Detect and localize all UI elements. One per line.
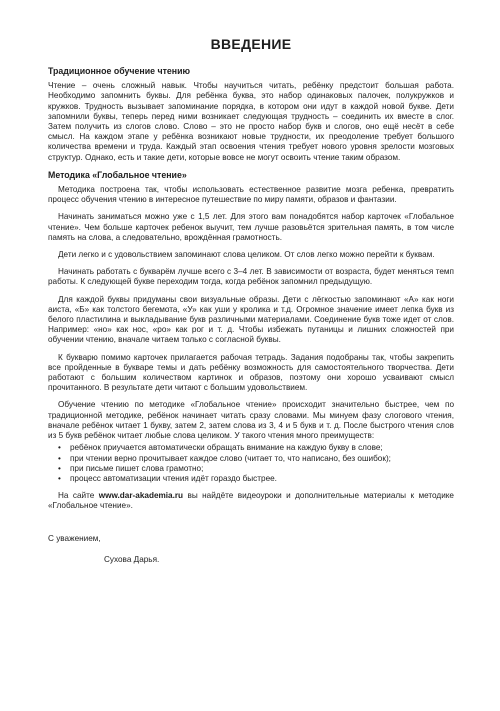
signature-block bbox=[48, 534, 454, 565]
paragraph: Для каждой буквы придуманы свои визуальные образы. Дети с лёгкостью запоминают «А» как ноги аиста, «Б» как толстого бегемота, «У» как уши у кролика и т.д. Огромное значение имеет лепка букв из белого пластилина и выкладывание букв различными материалами. Соединение букв тоже идет от слов. Например: «но» как нос, «ро» как рог и т. д. Чтобы избежать путаницы и лишних сложностей при обучении чтению, вначале читаем только с согласной буквы. bbox=[48, 294, 454, 345]
advantages-list bbox=[48, 443, 454, 484]
list-item: • при чтении верно прочитывает каждое слово (читает то, что написано, без ошибок); bbox=[58, 454, 454, 464]
paragraph-traditional: Чтение – очень сложный навык. Чтобы научиться читать, ребёнку предстоит большая работа. Необходимо запомнить буквы. Для ребёнка буква, это набор одинаковых палочек, полукружков и кружков. Трудность вызывает запоминание порядка, в котором они идут в каждой новой букве. Дети запомнили буквы, теперь перед ними возникает следующая трудность – соединить их вместе в слог. Затем получить из слогов слово. Слово – это не просто набор букв и слогов, оно ещё несёт в себе смысл. На каждом этапе у ребёнка возникают новые трудности, их преодоление требует большого количества времени и труда. Каждый этап освоения чтения требует нового уровня зрелости мозговых структур. Однако, есть и такие дети, которые вовсе не могут освоить чтение таким образом. bbox=[48, 81, 454, 162]
signature-name: Сухова Дарья. bbox=[104, 554, 160, 564]
paragraph: Дети легко и с удовольствием запоминают слова целиком. От слов легко можно перейти к буквам. bbox=[58, 250, 435, 260]
page-title: ВВЕДЕНИЕ bbox=[210, 36, 292, 52]
paragraph: Начинать заниматься можно уже с 1,5 лет. Для этого вам понадобятся набор карточек «Глобальное чтение». Чем больше карточек ребенок выучит, тем лучше разовьётся зрительная память, в том числе память на слова, а следовательно, врождённая грамотность. bbox=[48, 212, 454, 242]
website-text-pre: На сайте bbox=[58, 491, 99, 501]
paragraph: К букварю помимо карточек прилагается рабочая тетрадь. Задания подобраны так, чтобы закрепить все пройденные в букваре темы и дать ребёнку возможность для самостоятельного творчества. Дети работают с большим количеством картинок и образов, поэтому они хорошо усваивают смысл прочитанного. В результате дети читают с большим удовольствием. bbox=[48, 352, 454, 393]
list-item: • ребёнок приучается автоматически обращать внимание на каждую букву в слове; bbox=[58, 443, 454, 453]
website-text-post: вы найдёте видеоуроки и дополнительные материалы к методике «Глобальное чтение». bbox=[48, 491, 454, 511]
list-item: • процесс автоматизации чтения идёт гораздо быстрее. bbox=[58, 474, 454, 484]
website-paragraph bbox=[48, 491, 454, 511]
website-link[interactable]: www.dar-akademia.ru bbox=[98, 491, 184, 501]
section-heading-traditional: Традиционное обучение чтению bbox=[48, 66, 191, 76]
paragraph: Обучение чтению по методике «Глобальное чтение» происходит значительно быстрее, чем по традиционной методике, ребёнок начинает читать сразу словами. Мы минуем фазу слогового чтения, вначале ребёнок читает 1 букву, затем 2, затем слова из 3, 4 и 5 букв и т. д. После быстрого чтения слов из 5 букв ребёнок читает любые слова целиком. У такого чтения много преимуществ: bbox=[48, 400, 454, 441]
paragraph: Методика построена так, чтобы использовать естественное развитие мозга ребенка, превратить процесс обучения чтению в интересное путешествие по миру памяти, образов и фантазии. bbox=[48, 185, 454, 205]
section-heading-global-reading: Методика «Глобальное чтение» bbox=[48, 169, 187, 180]
paragraph: Начинать работать с букварём лучше всего с 3–4 лет. В зависимости от возраста, будет меняться темп работы. К следующей букве переходим тогда, когда ребёнок запомнил предыдущую. bbox=[48, 267, 454, 287]
list-item: • при письме пишет слова грамотно; bbox=[58, 464, 454, 474]
signature-regards: С уважением, bbox=[48, 533, 101, 543]
